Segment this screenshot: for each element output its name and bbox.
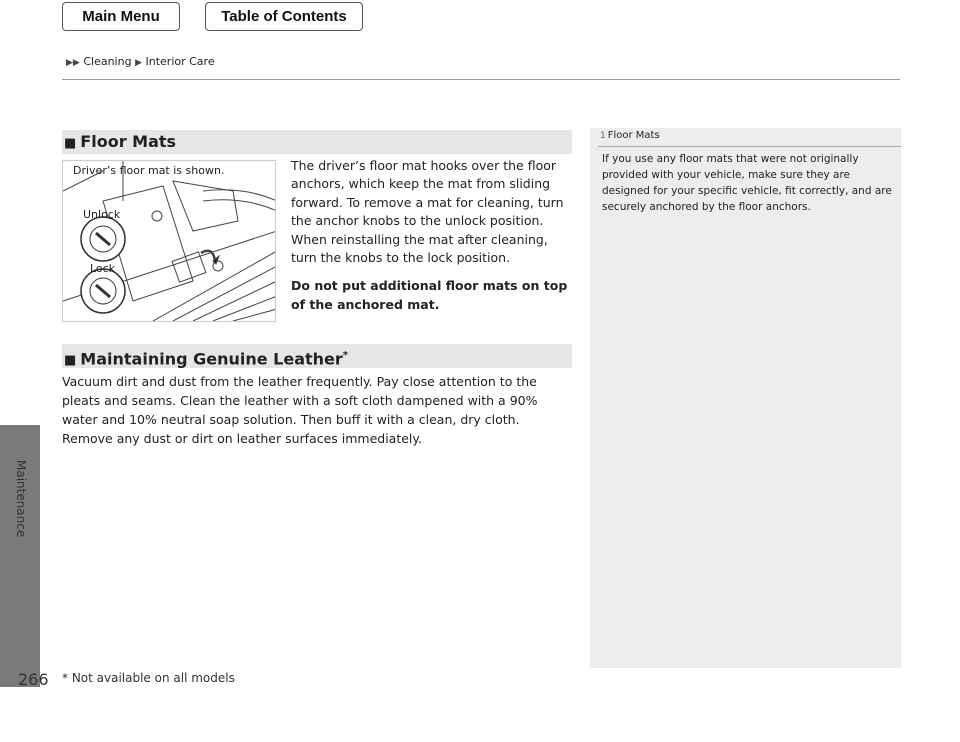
breadcrumb-section[interactable]: Cleaning xyxy=(83,55,132,68)
leather-heading xyxy=(62,344,572,368)
sidebar-rule xyxy=(598,146,901,147)
breadcrumb-arrow-icon: ▶▶ xyxy=(66,58,80,68)
side-tab-label: Maintenance xyxy=(14,460,28,538)
header-rule xyxy=(62,79,900,80)
floor-mats-warning: Do not put additional floor mats on top of the anchored mat. xyxy=(291,278,568,312)
footnote: * Not available on all models xyxy=(62,671,235,685)
sidebar-title-text[interactable]: Floor Mats xyxy=(607,130,660,141)
breadcrumb-subsection[interactable]: Interior Care xyxy=(145,55,215,68)
main-menu-button[interactable]: Main Menu xyxy=(62,2,180,31)
leather-heading-text: Maintaining Genuine Leather xyxy=(80,349,343,369)
note-marker-icon: 1 xyxy=(600,131,606,141)
floor-mats-heading-text: Floor Mats xyxy=(80,132,177,151)
floor-mats-heading xyxy=(62,130,572,154)
floor-mat-illustration xyxy=(63,161,276,322)
page-number: 266 xyxy=(18,670,49,689)
figure-caption: Driver’s floor mat is shown. xyxy=(73,164,225,177)
breadcrumb-arrow-icon: ▶ xyxy=(135,58,142,68)
figure-label-unlock: Unlock xyxy=(83,208,121,221)
figure-label-lock: Lock xyxy=(90,262,116,275)
leather-paragraph: Vacuum dirt and dust from the leather frequently. Pay close attention to the pleats and seams. Clean the leather with a soft cloth dampened with a 90% water and 10% neutral soap solution. Then buff it with a clean, dry cloth. Remove any dust or dirt on leather surfaces immediately. xyxy=(62,374,538,446)
floor-mat-figure xyxy=(62,160,276,322)
square-bullet-icon: ■ xyxy=(64,353,77,369)
sidebar-title xyxy=(600,130,660,141)
table-of-contents-button[interactable]: Table of Contents xyxy=(205,2,363,31)
square-bullet-icon: ■ xyxy=(64,136,77,151)
breadcrumb xyxy=(66,55,215,68)
leather-asterisk: * xyxy=(342,350,349,361)
sidebar-text: If you use any floor mats that were not originally provided with your vehicle, make sure they are designed for your specific vehicle, fit correctly, and are securely anchored by the floor anchors. xyxy=(602,153,892,213)
floor-mats-paragraph: The driver’s floor mat hooks over the floor anchors, which keep the mat from sliding forward. To remove a mat for cleaning, turn the anchor knobs to the unlock position. When reinstalling the mat after cleaning, turn the knobs to the lock position. xyxy=(291,158,564,266)
floor-mats-body xyxy=(291,157,573,324)
